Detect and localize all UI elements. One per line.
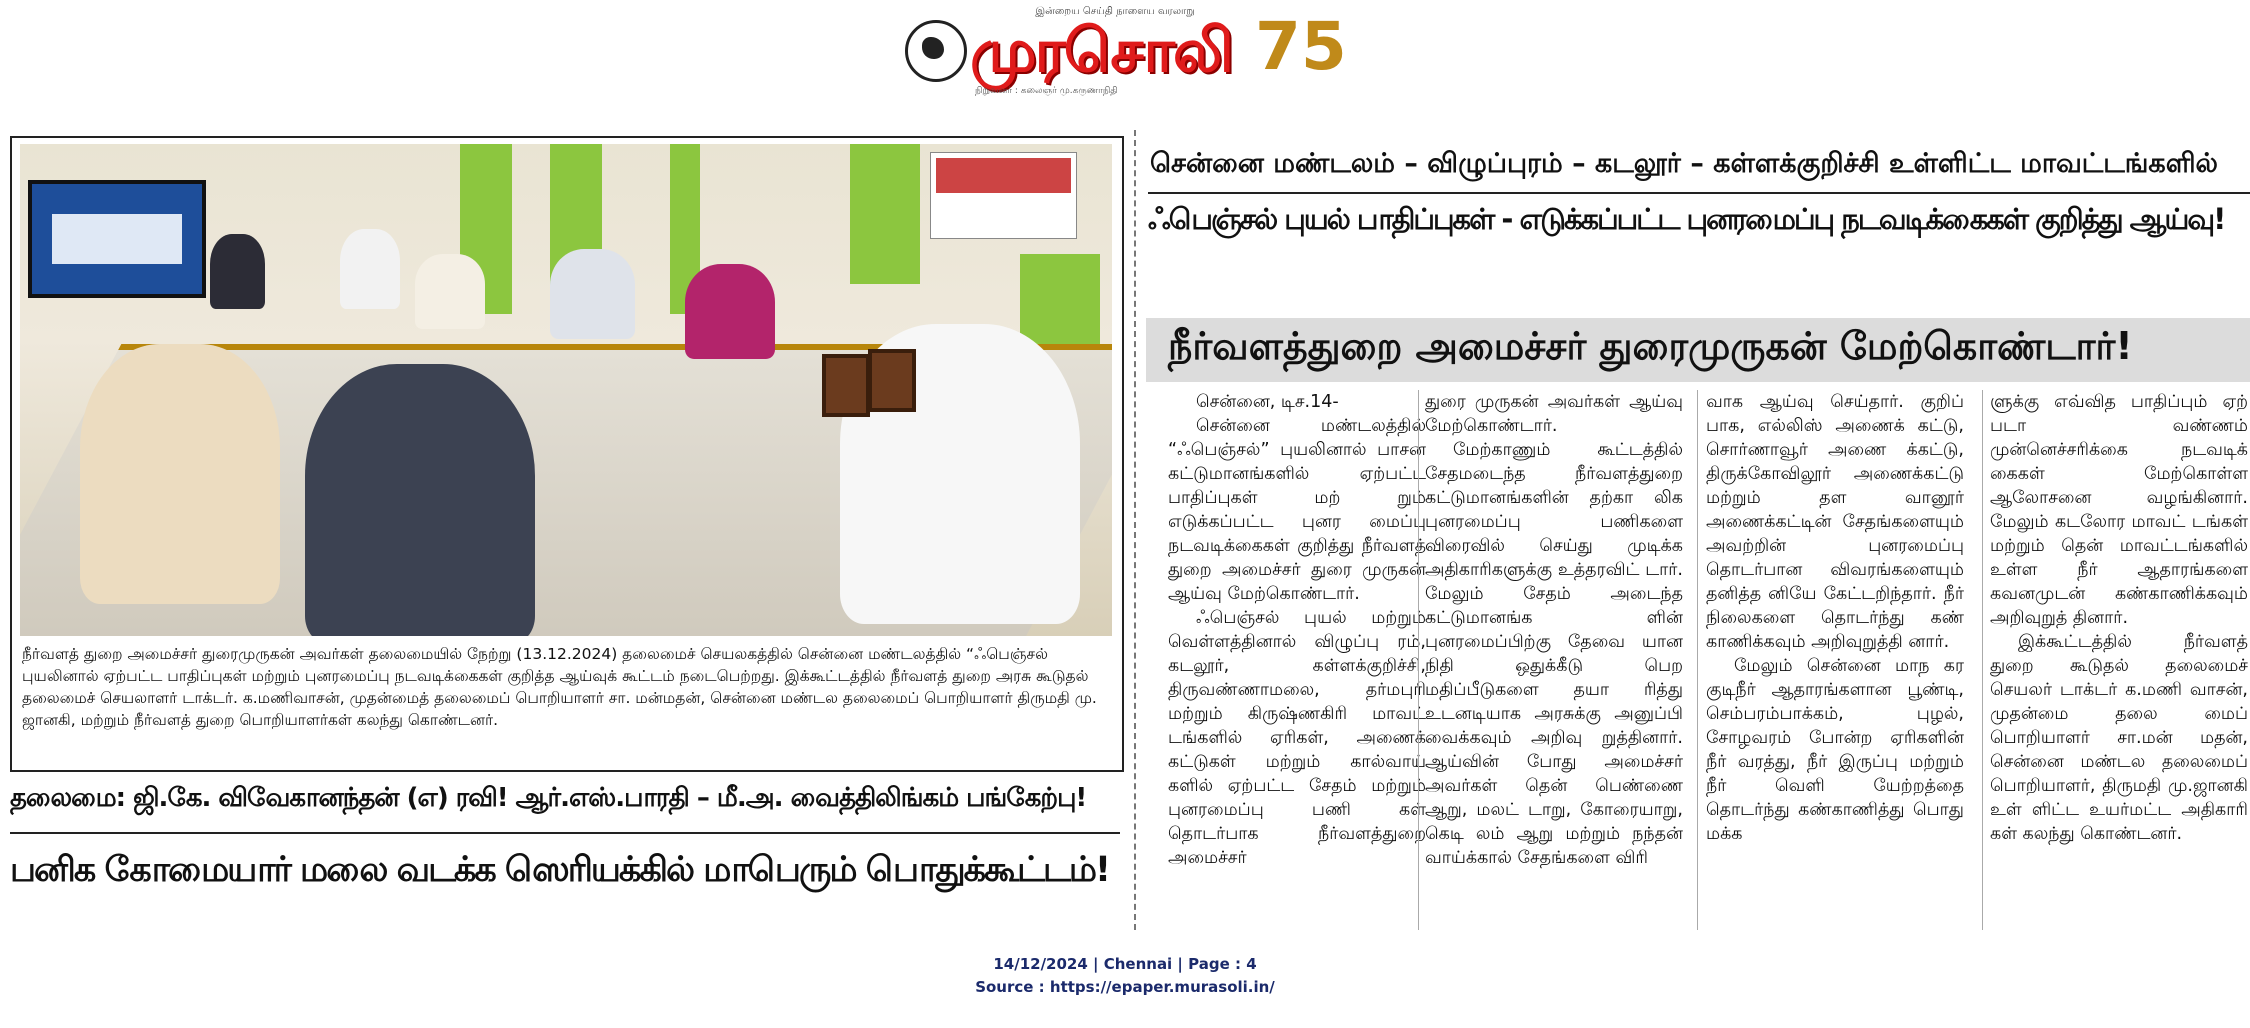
story-paragraph: மேற்காணும் கூட்டத்தில் சேதமடைந்த நீர்வளத்துறை கட்டுமானங்களின் தற்கா லிக புனரமைப்பு பணிகளை விரைவில் செய்து முடிக்க அதிகாரிகளுக்கு உத்தரவிட் டார். மேலும் சேதம் அடைந்த கட்டுமானங்க ளின் புனரமைப்பிற்கு தேவை யான நிதி ஒதுக்கீடு பெற மதிப்பீடுகளை தயா ரித்து உடனடியாக அரசுக்கு அனுப்பி வைக்கவும் அறிவு றுத்தினார். ஆய்வின் போது அமைச்சர் அவர்கள் தென் பெண்ணை ஆறு, மலட் டாறு, கோரையாறு, கெடி லம் ஆறு மற்றும் நந்தன் வாய்க்கால் சேதங்களை விரி	[1425, 440, 1683, 868]
story-column-2	[1425, 390, 1683, 870]
story-paragraph: ளுக்கு எவ்வித பாதிப்பும் ஏற் படா வண்ணம் முன்னெச்சரிக்கை நடவடிக் கைகள் மேற்கொள்ள ஆலோசனை வழங்கினார். மேலும் கடலோர மாவட் டங்கள் மற்றும் தென் மாவட்டங்களில் உள்ள நீர் ஆதாரங்களை கவனமுடன் கண்காணிக்கவும் அறிவுறுத் தினார்.	[1990, 392, 2248, 628]
story-column-4	[1990, 390, 2248, 846]
story-paragraph: துரை முருகன் அவர்கள் ஆய்வு மேற்கொண்டார்.	[1425, 392, 1683, 436]
event-headline[interactable]: தலைமை: ஜி.கே. விவேகானந்தன் (எ) ரவி! ஆர்.எஸ்.பாரதி – மீ.அ. வைத்திலிங்கம் பங்கேற்பு!	[10, 783, 1087, 813]
column-rule	[1697, 390, 1698, 930]
masthead-tagline: இன்றைய செய்தி நாளைய வரலாறு	[1035, 6, 1195, 17]
public-meeting-headline[interactable]: பனிக கோமையார் மலை வடக்க ஸெரியக்கில் மாபெரும் பொதுக்கூட்டம்!	[10, 850, 1110, 890]
column-rule	[1982, 390, 1983, 930]
newspaper-logo[interactable]: முரசொலி	[970, 16, 1232, 86]
story-subheadline: நீர்வளத்துறை அமைச்சர் துரைமுருகன் மேற்கொண்டார்!	[1168, 324, 2133, 368]
column-rule	[1418, 390, 1419, 930]
story-dateline: சென்னை, டிச.14-	[1196, 392, 1339, 412]
meeting-photo[interactable]	[20, 144, 1112, 636]
party-seal-icon	[905, 20, 967, 82]
story-paragraph: இக்கூட்டத்தில் நீர்வளத் துறை கூடுதல் தலைமைச் செயலர் டாக்டர் க.மணி வாசன், முதன்மை தலை மைப் பொறியாளர் சா.மன் மதன், சென்னை மண்டல தலைமைப் பொறியாளர், திருமதி மு.ஜானகி உள் ளிட்ட உயர்மட்ட அதிகாரி கள் கலந்து கொண்டனர்.	[1990, 632, 2248, 844]
calendar-icon	[930, 152, 1077, 239]
story-column-3	[1706, 390, 1964, 846]
source-link[interactable]: Source : https://epaper.murasoli.in/	[975, 978, 1275, 996]
headline-rule	[10, 832, 1120, 834]
kicker-rule	[1148, 192, 2250, 194]
story-paragraph: ஃபெஞ்சல் புயல் மற்றும் வெள்ளத்தினால் விழுப்பு ரம், கடலூர், கள்ளக்குறிச்சி, திருவண்ணாமலை, தர்மபுரி மற்றும் கிருஷ்ணகிரி மாவட் டங்களில் ஏரிகள், அணைக் கட்டுகள் மற்றும் கால்வாய் களில் ஏற்பட்ட சேதம் மற்றும் புனரமைப்பு பணி கள் தொடர்பாக நீர்வளத்துறை அமைச்சர்	[1168, 608, 1426, 868]
page-info: 14/12/2024 | Chennai | Page : 4	[993, 955, 1257, 973]
tv-screen-icon	[28, 180, 206, 298]
story-kicker: சென்னை மண்டலம் – விழுப்புரம் – கடலூர் – கள்ளக்குறிச்சி உள்ளிட்ட மாவட்டங்களில்	[1150, 148, 2218, 179]
photo-caption: நீர்வளத் துறை அமைச்சர் துரைமுருகன் அவர்கள் தலைமையில் நேற்று (13.12.2024) தலைமைச் செயலகத்தில் சென்னை மண்டலத்தில் “ஃபெஞ்சல் புயலினால் ஏற்பட்ட பாதிப்புகள் மற்றும் புனரமைப்பு நடவடிக்கைகள் குறித்த ஆய்வுக் கூட்டம் நடைபெற்றது. இக்கூட்டத்தில் நீர்வளத் துறை அரசு கூடுதல் தலைமைச் செயலாளர் டாக்டர். க.மணிவாசன், முதன்மைத் தலைமைப் பொறியாளர் சா. மன்மதன், சென்னை மண்டல தலைமைப் பொறியாளர் திருமதி மு. ஜானகி, மற்றும் நீர்வளத் துறை பொறியாளர்கள் கலந்து கொண்டனர்.	[22, 645, 1097, 729]
column-divider	[1134, 130, 1136, 930]
story-headline[interactable]: ஃபெஞ்சல் புயல் பாதிப்புகள் - எடுக்கப்பட்ட புனரமைப்பு நடவடிக்கைகள் குறித்து ஆய்வு!	[1148, 202, 2225, 236]
photo-story-box	[10, 136, 1124, 772]
anniversary-logo: 75	[1255, 8, 1347, 85]
story-column-1	[1168, 390, 1426, 870]
story-paragraph: சென்னை மண்டலத்தில் “ஃபெஞ்சல்” புயலினால் பாசன கட்டுமானங்களில் ஏற்பட்ட பாதிப்புகள் மற் றும் எடுக்கப்பட்ட புனர மைப்பு நடவடிக்கைகள் குறித்து நீர்வளத் துறை அமைச்சர் துரை முருகன் ஆய்வு மேற்கொண்டார்.	[1168, 416, 1426, 604]
story-paragraph: வாக ஆய்வு செய்தார். குறிப் பாக, எல்லிஸ் அணைக் கட்டு, சொர்ணாவூர் அணை க்கட்டு, திருக்கோவிலூர் அணைக்கட்டு மற்றும் தள வானூர் அணைக்கட்டின் சேதங்களையும் அவற்றின் புனரமைப்பு தொடர்பான விவரங்களையும் தனித்த னியே கேட்டறிந்தார். நீர் நிலைகளை தொடர்ந்து கண் காணிக்கவும் அறிவுறுத்தி னார்.	[1706, 392, 1964, 652]
masthead-subtag: நிறுவனர் : கலைஞர் மு.கருணாநிதி	[975, 86, 1118, 96]
story-paragraph: மேலும் சென்னை மாந கர குடிநீர் ஆதாரங்களான பூண்டி, செம்பரம்பாக்கம், புழல், சோழவரம் போன்ற ஏரிகளின் நீர் வரத்து, நீர் இருப்பு மற்றும் நீர் வெளி யேற்றத்தை தொடர்ந்து கண்காணித்து பொது மக்க	[1706, 656, 1964, 844]
